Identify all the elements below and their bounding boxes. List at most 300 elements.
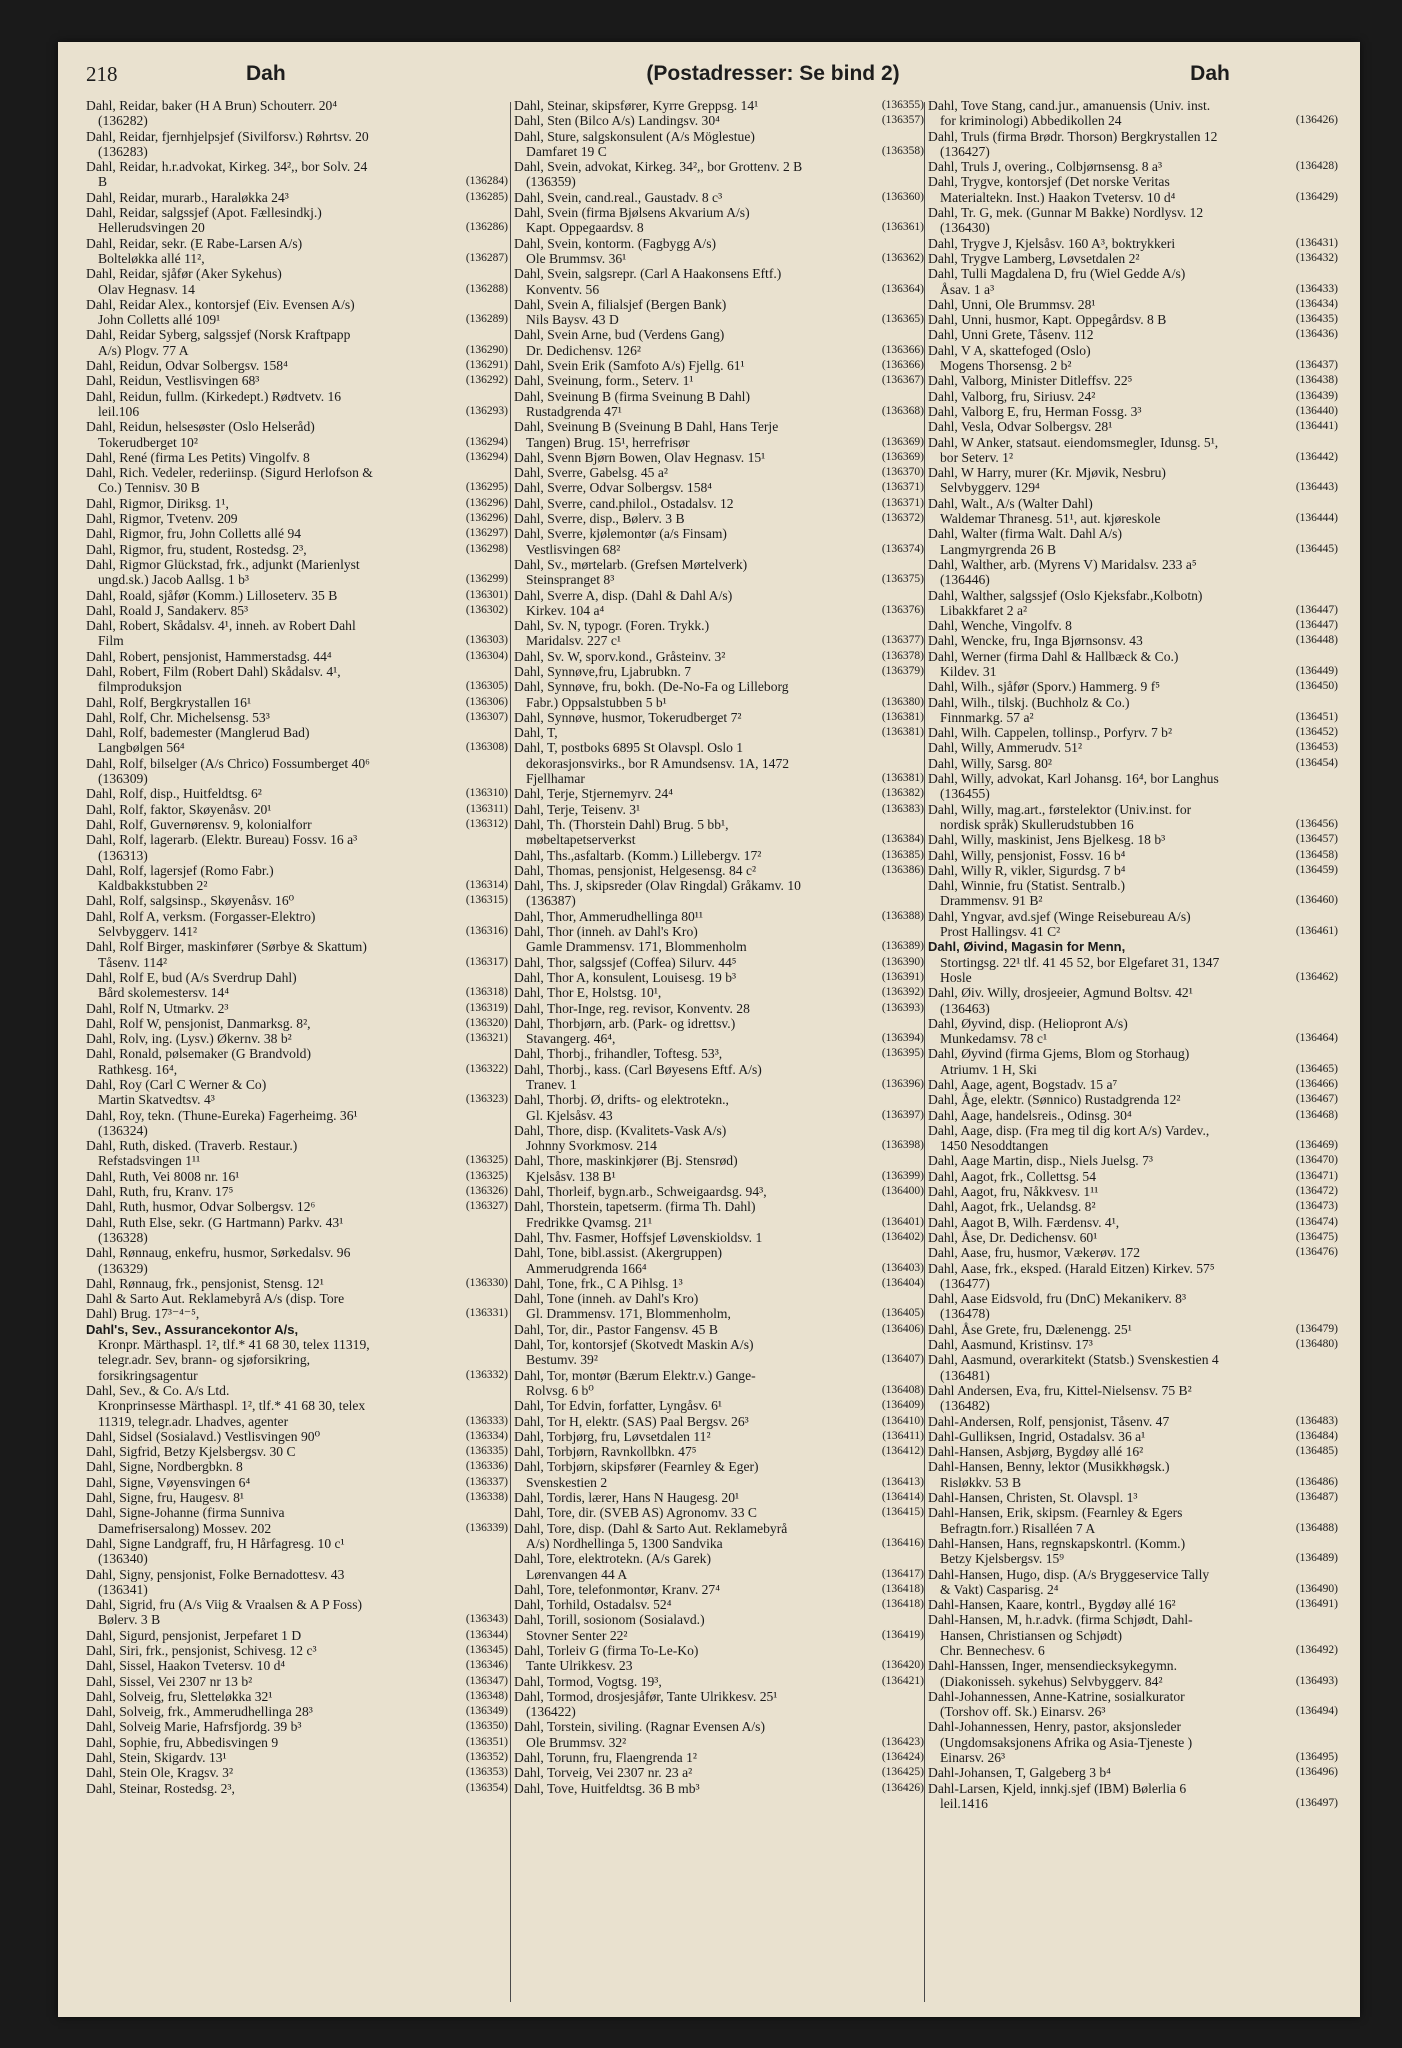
directory-line: (136303) Film	[98, 633, 508, 649]
directory-line: (136410) Dahl, Tor H, elektr. (SAS) Paal Bergsv. 26³	[514, 1413, 924, 1429]
directory-line: (136447) Dahl, Wenche, Vingolfv. 8	[928, 618, 1338, 634]
directory-line: Dahl, Ruth, disked. (Traverb. Restaur.)	[86, 1138, 298, 1154]
directory-line: Dahl, Ths. J, skipsreder (Olav Ringdal) Gråkamv. 10	[514, 878, 801, 894]
directory-line: (136307) Dahl, Rolf, Chr. Michelsensg. 53³	[86, 709, 508, 725]
column-divider	[924, 102, 925, 2002]
directory-line: (136461) Prost Hallingsv. 41 C²	[940, 924, 1338, 940]
directory-line: Dahl, Werner (firma Dahl & Hallbæck & Co.)	[928, 648, 1179, 664]
directory-line: (136462) Hosle	[940, 969, 1338, 985]
directory-line: (136444) Waldemar Thranesg. 51¹, aut. kjøreskole	[940, 511, 1338, 527]
directory-line: Dahl, Ruth Else, sekr. (G Hartmann) Parkv. 43¹	[86, 1214, 344, 1230]
directory-line: Dahl, Aage, disp. (Fra meg til dig kort A/s) Vardev.,	[928, 1122, 1210, 1138]
directory-line: (136371) Dahl, Sverre, Odvar Solbergsv. 158⁴	[514, 480, 924, 496]
directory-line: (136488) Befragtn.forr.) Risalléen 7 A	[940, 1520, 1338, 1536]
directory-line: Dahl, Rigmor Glückstad, frk., adjunkt (Marienlyst	[86, 556, 360, 572]
directory-line: Kronprinsesse Märthaspl. 1², tlf.* 41 68 30, telex	[98, 1398, 366, 1414]
directory-line: (136344) Dahl, Sigurd, pensjonist, Jerpefaret 1 D	[86, 1627, 508, 1643]
directory-line: (136354) Dahl, Steinar, Rostedsg. 2³,	[86, 1780, 508, 1796]
directory-line: Dahl's, Sev., Assurancekontor A/s,	[86, 1321, 299, 1337]
directory-line: (136482)	[940, 1398, 990, 1414]
directory-line: Dahl, Svein Arne, bud (Verdens Gang)	[514, 327, 725, 343]
directory-line: (136296) Dahl, Rigmor, Tvetenv. 209	[86, 511, 508, 527]
directory-line: (136445) Langmyrgrenda 26 B	[940, 541, 1338, 557]
directory-line: (136382) Dahl, Terje, Stjernemyrv. 24⁴	[514, 786, 924, 802]
directory-line: (136337) Dahl, Signe, Vøyensvingen 6⁴	[86, 1474, 508, 1490]
directory-line: (136321) Dahl, Rolv, ing. (Lysv.) Økernv. 38 b²	[86, 1031, 508, 1047]
directory-line: (136404) Dahl, Tone, frk., C A Pihlsg. 1³	[514, 1275, 924, 1291]
directory-line: (136443) Selvbyggerv. 129⁴	[940, 480, 1338, 496]
directory-line: (136465) Atriumv. 1 H, Ski	[940, 1061, 1338, 1077]
directory-line: (136381) Fjellhamar	[526, 771, 924, 787]
directory-line: (136348) Dahl, Solveig, fru, Sletteløkka 32¹	[86, 1688, 508, 1704]
directory-line: (136484) Dahl-Gulliksen, Ingrid, Ostadalsv. 36 a¹	[928, 1428, 1338, 1444]
directory-line: Dahl, Rønnaug, enkefru, husmor, Sørkedalsv. 96	[86, 1245, 351, 1261]
directory-line: Dahl, Rolf, lagersjef (Romo Fabr.)	[86, 862, 274, 878]
directory-line: (136375) Steinspranget 8³	[526, 572, 924, 588]
header-center: (Postadresser: Se bind 2)	[646, 62, 900, 85]
directory-line: Dahl, Tove Stang, cand.jur., amanuensis (Univ. inst.	[928, 98, 1211, 113]
directory-line: (136422)	[526, 1704, 576, 1720]
directory-line: (136453) Dahl, Willy, Ammerudv. 51²	[928, 740, 1338, 756]
directory-line: Dahl, Sveinung B (firma Sveinung B Dahl)	[514, 388, 750, 404]
directory-line: (136325) Dahl, Ruth, Vei 8008 nr. 16¹	[86, 1168, 508, 1184]
directory-line: (136359)	[526, 174, 576, 190]
directory-line: Dahl-Johannessen, Henry, pastor, aksjonsleder	[928, 1719, 1182, 1735]
directory-line: (136434) Dahl, Unni, Ole Brummsv. 28¹	[928, 296, 1338, 312]
directory-line: Dahl, Thorbj. Ø, drifts- og elektrotekn.,	[514, 1092, 729, 1108]
directory-line: (136319) Dahl, Rolf N, Utmarkv. 2³	[86, 1000, 508, 1016]
directory-line: (136447) Libakkfaret 2 a²	[940, 602, 1338, 618]
directory-line: (136295) Co.) Tennisv. 30 B	[98, 480, 508, 496]
directory-line: (136383) Dahl, Terje, Teisenv. 3¹	[514, 801, 924, 817]
directory-line: Dahl, V A, skattefoged (Oslo)	[928, 342, 1091, 358]
directory-line: Dahl, Thorstein, tapetserm. (firma Th. Dahl)	[514, 1199, 756, 1215]
directory-line: Dahl, Thorbj., kass. (Carl Bøyesens Eftf. A/s)	[514, 1061, 762, 1077]
directory-line: (136369) Dahl, Svenn Bjørn Bowen, Olav Hegnasv. 15¹	[514, 449, 924, 465]
directory-line: (136328)	[98, 1229, 148, 1245]
directory-line: (136298) Dahl, Rigmor, fru, student, Rostedsg. 2³,	[86, 541, 508, 557]
directory-line: Dahl, Robert, Film (Robert Dahl) Skådalsv. 4¹,	[86, 663, 341, 679]
directory-line: Dahl, Svein, advokat, Kirkeg. 34²,, bor Grottenv. 2 B	[514, 159, 803, 175]
directory-line: (136409) Dahl, Tor Edvin, forfatter, Lyngåsv. 6¹	[514, 1398, 924, 1414]
directory-line: (136378) Dahl, Sv. W, sporv.kond., Gråsteinv. 3²	[514, 648, 924, 664]
directory-line: (136374) Vestlisvingen 68²	[526, 541, 924, 557]
directory-line: (Ungdomsaksjonens Afrika og Asia-Tjeneste )	[940, 1734, 1193, 1750]
directory-line: (136417) Lørenvangen 44 A	[526, 1566, 924, 1582]
directory-line: (136450) Dahl, Wilh., sjåfør (Sporv.) Hammerg. 9 f⁵	[928, 679, 1338, 695]
directory-line: Dahl, Tr. G, mek. (Gunnar M Bakke) Nordlysv. 12	[928, 205, 1204, 221]
directory-line: Dahl, Aasmund, overarkitekt (Statsb.) Svenskestien 4	[928, 1352, 1219, 1368]
directory-line: (136420) Tante Ulrikkesv. 23	[526, 1658, 924, 1674]
directory-line: (136418) Dahl, Torhild, Ostadalsv. 52⁴	[514, 1597, 924, 1613]
directory-line: dekorasjonsvirks., bor R Amundsensv. 1A, 1472	[526, 755, 790, 771]
directory-line: (136401) Fredrikke Qvamsg. 21¹	[526, 1214, 924, 1230]
directory-line: (136454) Dahl, Willy, Sarsg. 80²	[928, 755, 1338, 771]
directory-line: (136483) Dahl-Andersen, Rolf, pensjonist, Tåsenv. 47	[928, 1413, 1338, 1429]
directory-line: (136463)	[940, 1000, 990, 1016]
directory-line: Dahl, Synnøve, fru, bokh. (De-No-Fa og Lilleborg	[514, 679, 789, 695]
directory-line: Dahl, Willy, mag.art., førstelektor (Univ.inst. for	[928, 801, 1192, 817]
directory-line: (136302) Dahl, Roald J, Sandakerv. 85³	[86, 602, 508, 618]
directory-line: Dahl & Sarto Aut. Reklamebyrå A/s (disp. Tore	[86, 1291, 345, 1307]
directory-line: (136327) Dahl, Ruth, husmor, Odvar Solbergsv. 12⁶	[86, 1199, 508, 1215]
directory-line: (136341)	[98, 1581, 148, 1597]
directory-line: Dahl, Svein, kontorm. (Fagbygg A/s)	[514, 235, 717, 251]
directory-line: (136304) Dahl, Robert, pensjonist, Hammerstadsg. 44⁴	[86, 648, 508, 664]
directory-line: (136451) Finnmarkg. 57 a²	[940, 709, 1338, 725]
directory-line: Dahl, Walter (firma Walt. Dahl A/s)	[928, 526, 1122, 542]
directory-line: Dahl, Aase Eidsvold, fru (DnC) Mekanikerv. 8³	[928, 1291, 1187, 1307]
directory-line: (136385) Dahl, Ths.,asfaltarb. (Komm.) Lillebergv. 17²	[514, 847, 924, 863]
directory-line: (136449) Kildev. 31	[940, 663, 1338, 679]
directory-line: Dahl, T, postboks 6895 St Olavspl. Oslo 1	[514, 740, 744, 756]
directory-line: (136293) leil.106	[98, 403, 508, 419]
directory-line: (136486) Risløkkv. 53 B	[940, 1474, 1338, 1490]
directory-line: (136423) Ole Brummsv. 32²	[526, 1734, 924, 1750]
directory-line: Dahl, Tone, bibl.assist. (Akergruppen)	[514, 1245, 723, 1261]
directory-line: (136331) Dahl) Brug. 17³⁻⁴⁻⁵,	[86, 1306, 508, 1322]
directory-line: (136381) Dahl, Synnøve, husmor, Tokerudberget 7²	[514, 709, 924, 725]
directory-line: (136492) Chr. Bennechesv. 6	[940, 1642, 1338, 1658]
directory-line: (136455)	[940, 786, 990, 802]
directory-line: (136323) Martin Skatvedtsv. 4³	[98, 1092, 508, 1108]
column-2	[514, 98, 924, 2008]
directory-line: (136458) Dahl, Willy, pensjonist, Fossv. 16 b⁴	[928, 847, 1338, 863]
directory-line: (136466) Dahl, Aage, agent, Bogstadv. 15 a⁷	[928, 1077, 1338, 1092]
directory-line: (136284) B	[98, 174, 508, 190]
directory-line: (136460) Drammensv. 91 B²	[940, 893, 1338, 909]
directory-line: (136286) Hellerudsvingen 20	[98, 220, 508, 236]
column-divider	[510, 102, 511, 2002]
directory-line: (136435) Dahl, Unni, husmor, Kapt. Oppegårdsv. 8 B	[928, 312, 1338, 328]
directory-line: (136371) Dahl, Sverre, cand.philol., Ostadalsv. 12	[514, 495, 924, 511]
directory-line: (136355) Dahl, Steinar, skipsfører, Kyrre Greppsg. 14¹	[514, 98, 924, 113]
directory-line: (136430)	[940, 220, 990, 236]
directory-line: (136424) Dahl, Torunn, fru, Flaengrenda 1²	[514, 1750, 924, 1766]
directory-line: telegr.adr. Sev, brann- og sjøforsikring,	[98, 1352, 311, 1368]
directory-line: Dahl, Rolf, bilselger (A/s Chrico) Fossumberget 40⁶	[86, 755, 370, 771]
directory-line: (136370) Dahl, Sverre, Gabelsg. 45 a²	[514, 465, 924, 481]
directory-line: (136310) Dahl, Rolf, disp., Huitfeldtsg. 6²	[86, 786, 508, 802]
directory-line: Dahl, Signe-Johanne (firma Sunniva	[86, 1505, 285, 1521]
directory-line: Dahl, Tor, montør (Bærum Elektr.v.) Gange-	[514, 1367, 756, 1383]
directory-line: (136317) Tåsenv. 114²	[98, 954, 508, 970]
directory-line: Dahl, Sture, salgskonsulent (A/s Möglestue)	[514, 128, 755, 144]
directory-line: Dahl, Reidar Syberg, salgssjef (Norsk Kraftpapp	[86, 327, 351, 343]
directory-line: (136330) Dahl, Rønnaug, frk., pensjonist, Stensg. 12¹	[86, 1275, 508, 1291]
directory-line: Dahl-Larsen, Kjeld, innkj.sjef (IBM) Bølerlia 6	[928, 1780, 1187, 1796]
directory-line: (136332) forsikringsagentur	[98, 1367, 508, 1383]
directory-line: Dahl, Sverre A, disp. (Dahl & Dahl A/s)	[514, 587, 733, 603]
directory-line: (136494) (Torshov off. Sk.) Einarsv. 26³	[940, 1704, 1338, 1720]
directory-line: Stortingsg. 22¹ tlf. 41 45 52, bor Elgefaret 31, 1347	[940, 954, 1220, 970]
directory-line: (136316) Selvbyggerv. 141²	[98, 924, 508, 940]
directory-line: (136397) Gl. Kjelsåsv. 43	[526, 1107, 924, 1123]
column-3	[928, 98, 1338, 2008]
directory-line: (136392) Dahl, Thor E, Holstsg. 10¹,	[514, 985, 924, 1001]
directory-line: Dahl, Reidun, helsesøster (Oslo Helseråd)	[86, 419, 315, 435]
directory-line: (136391) Dahl, Thor A, konsulent, Louisesg. 19 b³	[514, 969, 924, 985]
directory-line: (136405) Gl. Drammensv. 171, Blommenholm,	[526, 1306, 924, 1322]
directory-line: (136476) Dahl, Aase, fru, husmor, Vækerøv. 172	[928, 1245, 1338, 1261]
directory-line: Dahl, Sev., & Co. A/s Ltd.	[86, 1382, 230, 1398]
directory-line: (136428) Dahl, Truls J, overing., Colbjørnsensg. 8 a³	[928, 159, 1338, 175]
directory-line: (136362) Ole Brummsv. 36¹	[526, 250, 924, 266]
directory-line: Dahl, Rolf A, verksm. (Forgasser-Elektro)	[86, 908, 316, 924]
directory-line: (136441) Dahl, Vesla, Odvar Solbergsv. 28¹	[928, 419, 1338, 435]
directory-line: (136490) & Vakt) Casparisg. 2⁴	[940, 1581, 1338, 1597]
directory-line: (136309)	[98, 771, 148, 787]
directory-line: (136326) Dahl, Ruth, fru, Kranv. 17⁵	[86, 1184, 508, 1200]
directory-line: (136480) Dahl, Aasmund, Kristinsv. 17³	[928, 1337, 1338, 1353]
directory-line: (136308) Langbølgen 56⁴	[98, 740, 508, 756]
directory-line: (136489) Betzy Kjelsbergsv. 15⁹	[940, 1551, 1338, 1567]
directory-line: (136408) Rolvsg. 6 b⁰	[526, 1382, 924, 1398]
directory-line: (136432) Dahl, Trygve Lamberg, Løvsetdalen 2²	[928, 250, 1338, 266]
directory-line: Dahl, Tor, kontorsjef (Skotvedt Maskin A/s)	[514, 1337, 754, 1353]
directory-line: (136470) Dahl, Aage Martin, disp., Niels Juelsg. 7³	[928, 1153, 1338, 1169]
directory-line: (136421) Dahl, Tormod, Vogtsg. 19³,	[514, 1673, 924, 1689]
directory-line: Dahl, Sv., mørtelarb. (Grefsen Mørtelverk)	[514, 556, 748, 572]
directory-line: Dahl, Reidar, h.r.advokat, Kirkeg. 34²,, bor Solv. 24	[86, 159, 368, 175]
directory-line: (136377) Maridalsv. 227 c¹	[526, 633, 924, 649]
directory-line: Dahl, Yngvar, avd.sjef (Winge Reisebureau A/s)	[928, 908, 1191, 924]
directory-line: (136350) Dahl, Solveig Marie, Hafrsfjordg. 39 b³	[86, 1719, 508, 1735]
directory-line: Dahl, Signy, pensjonist, Folke Bernadottesv. 43	[86, 1566, 345, 1582]
directory-line: (136471) Dahl, Aagot, frk., Collettsg. 54	[928, 1168, 1338, 1184]
directory-line: (136474) Dahl, Aagot B, Wilh. Færdensv. 4¹,	[928, 1214, 1338, 1230]
directory-line: (136283)	[98, 143, 148, 159]
directory-line: (136398) Johnny Svorkmosv. 214	[526, 1138, 924, 1154]
directory-line: Dahl-Hanssen, Inger, mensendiecksykegymn.	[928, 1658, 1177, 1674]
directory-line: (136376) Kirkev. 104 a⁴	[526, 602, 924, 618]
directory-line: Dahl, Torleiv G (firma To-Le-Ko)	[514, 1642, 699, 1658]
directory-line: (136481)	[940, 1367, 990, 1383]
directory-line: Dahl, Tore, disp. (Dahl & Sarto Aut. Reklamebyrå	[514, 1520, 788, 1536]
directory-line: (136335) Dahl, Sigfrid, Betzy Kjelsbergsv. 30 C	[86, 1444, 508, 1460]
directory-line: (136439) Dahl, Valborg, fru, Siriusv. 24²	[928, 388, 1338, 404]
column-1	[86, 98, 508, 2008]
directory-line: Dahl, Rolf E, bud (A/s Sverdrup Dahl)	[86, 969, 297, 985]
directory-line: (136372) Dahl, Sverre, disp., Bølerv. 3 B	[514, 511, 924, 527]
directory-line: Dahl, Th. (Thorstein Dahl) Brug. 5 bb¹,	[514, 816, 729, 832]
directory-line: (136291) Dahl, Reidun, Odvar Solbergsv. 158⁴	[86, 358, 508, 374]
directory-line: Dahl, Roy, tekn. (Thune-Eureka) Fagerheimg. 36¹	[86, 1107, 358, 1123]
directory-line: (136336) Dahl, Signe, Nordbergbkn. 8	[86, 1459, 508, 1475]
directory-line: (136403) Ammerudgrenda 166⁴	[526, 1260, 924, 1276]
directory-line: Dahl, Wilh., tilskj. (Buchholz & Co.)	[928, 694, 1130, 710]
directory-line: (136446)	[940, 572, 990, 588]
directory-line: Dahl, Øiv. Willy, drosjeeier, Agmund Boltsv. 42¹	[928, 985, 1193, 1001]
directory-line: (136345) Dahl, Siri, frk., pensjonist, Schivesg. 12 c³	[86, 1642, 508, 1658]
directory-line: Dahl, Reidar, sekr. (E Rabe-Larsen A/s)	[86, 235, 303, 251]
directory-line: (136394) Stavangerg. 46⁴,	[526, 1031, 924, 1047]
directory-line: (136395) Dahl, Thorbj., frihandler, Toftesg. 53³,	[514, 1046, 924, 1062]
directory-line: (136301) Dahl, Roald, sjåfør (Komm.) Lilloseterv. 35 B	[86, 587, 508, 603]
directory-line: (136357) Dahl, Sten (Bilco A/s) Landingsv. 30⁴	[514, 113, 924, 129]
directory-line: Dahl, Sverre, kjølemontør (a/s Finsam)	[514, 526, 727, 542]
directory-line: (136426) for kriminologi) Abbedikollen 24	[940, 113, 1338, 129]
directory-line: Dahl, Svein (firma Bjølsens Akvarium A/s)	[514, 205, 750, 221]
directory-line: (136324)	[98, 1122, 148, 1138]
directory-line: Dahl, Rolf, lagerarb. (Elektr. Bureau) Fossv. 16 a³	[86, 832, 358, 848]
directory-line: (136282)	[98, 113, 148, 129]
directory-line: Dahl, Thore, disp. (Kvalitets-Vask A/s)	[514, 1122, 727, 1138]
directory-line: Dahl, Svein, salgsrepr. (Carl A Haakonsens Eftf.)	[514, 266, 782, 282]
directory-line: (136305) filmproduksjon	[98, 679, 508, 695]
directory-line: Dahl, Sveinung B (Sveinung B Dahl, Hans Terje	[514, 419, 779, 435]
directory-line: (136429) Materialtekn. Inst.) Haakon Tvetersv. 10 d⁴	[940, 189, 1338, 205]
header-right-word: Dah	[1190, 62, 1230, 85]
directory-line: (136322) Rathkesg. 16⁴,	[98, 1061, 508, 1077]
directory-line: (136325) Refstadsvingen 1¹¹	[98, 1153, 508, 1169]
directory-line: (136473) Dahl, Aagot, frk., Uelandsg. 8²	[928, 1199, 1338, 1215]
directory-line: (136353) Dahl, Stein Ole, Kragsv. 3²	[86, 1765, 508, 1781]
directory-line: (136400) Dahl, Thorleif, bygn.arb., Schweigaardsg. 94³,	[514, 1184, 924, 1200]
directory-line: (136381) Dahl, T,	[514, 725, 924, 741]
directory-line: (136364) Konventv. 56	[526, 281, 924, 297]
directory-line: (136318) Bård skolemestersv. 14⁴	[98, 985, 508, 1001]
directory-line: Dahl, Torbjørn, skipsfører (Fearnley & Eger)	[514, 1459, 759, 1475]
directory-line: (136414) Dahl, Tordis, lærer, Hans N Haugesg. 20¹	[514, 1490, 924, 1506]
directory-line: Dahl, Rolf, bademester (Manglerud Bad)	[86, 725, 310, 741]
directory-line: (136426) Dahl, Tove, Huitfeldtsg. 36 B mb³	[514, 1780, 924, 1796]
directory-line: (136437) Mogens Thorsensg. 2 b²	[940, 358, 1338, 374]
directory-line: Dahl, Sv. N, typogr. (Foren. Trykk.)	[514, 618, 710, 634]
directory-line: (136485) Dahl-Hansen, Asbjørg, Bygdøy allé 16²	[928, 1444, 1338, 1460]
directory-line: (136402) Dahl, Thv. Fasmer, Hoffsjef Løvenskioldsv. 1	[514, 1229, 924, 1245]
page-header	[86, 54, 1340, 94]
directory-line: (136448) Dahl, Wencke, fru, Inga Bjørnsonsv. 43	[928, 633, 1338, 649]
directory-line: (136369) Tangen) Brug. 15¹, herrefrisør	[526, 434, 924, 450]
columns	[86, 98, 1338, 2008]
directory-line: (136386) Dahl, Thomas, pensjonist, Helgesensg. 84 c²	[514, 862, 924, 878]
directory-line: (136320) Dahl, Rolf W, pensjonist, Danmarksg. 8²,	[86, 1015, 508, 1031]
directory-line: (136333) 11319, telegr.adr. Lhadves, agenter	[98, 1413, 508, 1429]
directory-line: (136472) Dahl, Aagot, fru, Nåkkvesv. 1¹¹	[928, 1184, 1338, 1200]
directory-line: (136346) Dahl, Sissel, Haakon Tvetersv. 10 d⁴	[86, 1658, 508, 1674]
directory-line: (136311) Dahl, Rolf, faktor, Skøyenåsv. 20¹	[86, 801, 508, 817]
directory-line: (136287) Bolteløkka allé 11²,	[98, 250, 508, 266]
directory-line: (136347) Dahl, Sissel, Vei 2307 nr 13 b²	[86, 1673, 508, 1689]
directory-line: Dahl, Øivind, Magasin for Menn,	[928, 939, 1126, 955]
directory-line: (136361) Kapt. Oppegaardsv. 8	[526, 220, 924, 236]
directory-line: (136467) Dahl, Åge, elektr. (Sønnico) Rustadgrenda 12²	[928, 1092, 1338, 1108]
directory-line: (136436) Dahl, Unni Grete, Tåsenv. 112	[928, 327, 1338, 343]
directory-line: Dahl, Reidar, baker (H A Brun) Schouterr. 20⁴	[86, 98, 338, 113]
directory-line: Hansen, Christiansen og Schjødt)	[940, 1627, 1122, 1643]
directory-line: (136312) Dahl, Rolf, Guvernørensv. 9, kolonialforr	[86, 816, 508, 832]
directory-line: (136313)	[98, 847, 148, 863]
directory-line: Dahl, W Harry, murer (Kr. Mjøvik, Nesbru)	[928, 465, 1166, 481]
directory-line: (136351) Dahl, Sophie, fru, Abbedisvingen 9	[86, 1734, 508, 1750]
directory-line: (136358) Damfaret 19 C	[526, 143, 924, 159]
directory-line: Dahl, Willy, advokat, Karl Johansg. 16⁴, bor Langhus	[928, 771, 1219, 787]
directory-line: (136352) Dahl, Stein, Skigardv. 13¹	[86, 1750, 508, 1766]
directory-line: (136438) Dahl, Valborg, Minister Ditleffsv. 22⁵	[928, 373, 1338, 389]
directory-line: Dahl, Øyvind, disp. (Heliopront A/s)	[928, 1015, 1128, 1031]
directory-line: (136442) bor Seterv. 1²	[940, 449, 1338, 465]
directory-line: (136495) Einarsv. 26³	[940, 1750, 1338, 1766]
directory-line: Dahl, Rolf Birger, maskinfører (Sørbye & Skattum)	[86, 939, 367, 955]
directory-line: (136329)	[98, 1260, 148, 1276]
directory-line: Dahl Andersen, Eva, fru, Kittel-Nielsensv. 75 B²	[928, 1382, 1192, 1398]
directory-line: Dahl, Walther, salgssjef (Oslo Kjeksfabr.,Kolbotn)	[928, 587, 1203, 603]
directory-line: Dahl, Tormod, drosjesjåfør, Tante Ulrikkesv. 25¹	[514, 1688, 778, 1704]
directory-line: (136418) Dahl, Tore, telefonmontør, Kranv. 27⁴	[514, 1581, 924, 1597]
directory-line: (136389) Gamle Drammensv. 171, Blommenholm	[526, 939, 924, 955]
directory-line: (136360) Dahl, Svein, cand.real., Gaustadv. 8 c³	[514, 189, 924, 205]
directory-line: (136396) Tranev. 1	[526, 1077, 924, 1092]
directory-line: (136487) Dahl-Hansen, Christen, St. Olavspl. 1³	[928, 1490, 1338, 1506]
directory-line: (136497) leil.1416	[940, 1795, 1338, 1811]
directory-line: Dahl, Svein A, filialsjef (Bergen Bank)	[514, 296, 727, 312]
directory-line: (136388) Dahl, Thor, Ammerudhellinga 80¹¹	[514, 908, 924, 924]
directory-line: Dahl, Tore, elektrotekn. (A/s Garek)	[514, 1551, 711, 1567]
directory-line: Dahl, Thore, maskinkjører (Bj. Stensrød)	[514, 1153, 738, 1169]
directory-line: (136296) Dahl, Rigmor, Diriksg. 1¹,	[86, 495, 508, 511]
directory-line: (136299) ungd.sk.) Jacob Aallsg. 1 b³	[98, 572, 508, 588]
directory-line: (136349) Dahl, Solveig, frk., Ammerudhellinga 28³	[86, 1704, 508, 1720]
directory-line: Dahl, Walt., A/s (Walter Dahl)	[928, 495, 1093, 511]
directory-line: Dahl, Roy (Carl C Werner & Co)	[86, 1077, 267, 1092]
directory-line: Dahl-Hansen, Hugo, disp. (A/s Bryggeservice Tally	[928, 1566, 1210, 1582]
directory-line: (136379) Dahl, Synnøve,fru, Ljabrubkn. 7	[514, 663, 924, 679]
directory-line: Dahl, Torstein, siviling. (Ragnar Evensen A/s)	[514, 1719, 765, 1735]
directory-line: (136380) Fabr.) Oppsalstubben 5 b¹	[526, 694, 924, 710]
directory-line: (136294) Dahl, René (firma Les Petits) Vingolfv. 8	[86, 449, 508, 465]
directory-line: Dahl, Rich. Vedeler, rederiinsp. (Sigurd Herlofson &	[86, 465, 373, 481]
directory-line: (136285) Dahl, Reidar, murarb., Haraløkka 24³	[86, 189, 508, 205]
directory-line: Dahl, Reidar, fjernhjelpsjef (Sivilforsv.) Røhrtsv. 20	[86, 128, 369, 144]
directory-line: (136290) A/s) Plogv. 77 A	[98, 342, 508, 358]
directory-line: (136367) Dahl, Sveinung, form., Seterv. 1¹	[514, 373, 924, 389]
directory-line: (136452) Dahl, Wilh. Cappelen, tollinsp., Porfyrv. 7 b²	[928, 725, 1338, 741]
directory-line: (136459) Dahl, Willy R, vikler, Sigurdsg. 7 b⁴	[928, 862, 1338, 878]
directory-line: (136478)	[940, 1306, 990, 1322]
directory-line: (136390) Dahl, Thor, salgssjef (Coffea) Silurv. 44⁵	[514, 954, 924, 970]
directory-line: Kronpr. Märthaspl. 1², tlf.* 41 68 30, telex 11319,	[98, 1337, 370, 1353]
directory-line: Dahl, Ronald, pølsemaker (G Brandvold)	[86, 1046, 312, 1062]
directory-line: (136292) Dahl, Reidun, Vestlisvingen 68³	[86, 373, 508, 389]
directory-line: (136416) A/s) Nordhellinga 5, 1300 Sandvika	[526, 1535, 924, 1551]
directory-line: Dahl, Reidar, salgssjef (Apot. Fællesindkj.)	[86, 205, 322, 221]
directory-line: (136343) Bølerv. 3 B	[98, 1612, 508, 1628]
directory-line: Dahl, Reidun, fullm. (Kirkedept.) Rødtvetv. 16	[86, 388, 342, 404]
directory-line: (136464) Munkedamsv. 78 c¹	[940, 1031, 1338, 1047]
directory-line: (136365) Nils Baysv. 43 D	[526, 312, 924, 328]
directory-line: (136425) Dahl, Torveig, Vei 2307 nr. 23 a²	[514, 1765, 924, 1781]
directory-line: Dahl, Thor (inneh. av Dahl's Kro)	[514, 924, 698, 940]
directory-line: Dahl, Reidar Alex., kontorsjef (Eiv. Evensen A/s)	[86, 296, 355, 312]
directory-line: (136339) Damefrisersalong) Mossev. 202	[98, 1520, 508, 1536]
directory-line: (136419) Stovner Senter 22²	[526, 1627, 924, 1643]
directory-line: (136440) Dahl, Valborg E, fru, Herman Fossg. 3³	[928, 403, 1338, 419]
directory-line: (136294) Tokerudberget 10²	[98, 434, 508, 450]
directory-line: Dahl, W Anker, statsaut. eiendomsmegler, Idunsg. 5¹,	[928, 434, 1219, 450]
directory-line: (136479) Dahl, Åse Grete, fru, Dælenengg. 25¹	[928, 1321, 1338, 1337]
directory-line: (136457) Dahl, Willy, maskinist, Jens Bjelkesg. 18 b³	[928, 832, 1338, 848]
directory-line: (136368) Rustadgrenda 47¹	[526, 403, 924, 419]
directory-line: (136413) Svenskestien 2	[526, 1474, 924, 1490]
directory-line: (136427)	[940, 143, 990, 159]
directory-line: Dahl-Hansen, Erik, skipsm. (Fearnley & Egers	[928, 1505, 1183, 1521]
directory-line: (136456) nordisk språk) Skullerudstubben 16	[940, 816, 1338, 832]
directory-line: (136306) Dahl, Rolf, Bergkrystallen 16¹	[86, 694, 508, 710]
directory-line: Dahl-Hansen, M, h.r.advk. (firma Schjødt, Dahl-	[928, 1612, 1193, 1628]
directory-line: (136475) Dahl, Åse, Dr. Dedichensv. 60¹	[928, 1229, 1338, 1245]
page-number: 218	[86, 61, 118, 86]
